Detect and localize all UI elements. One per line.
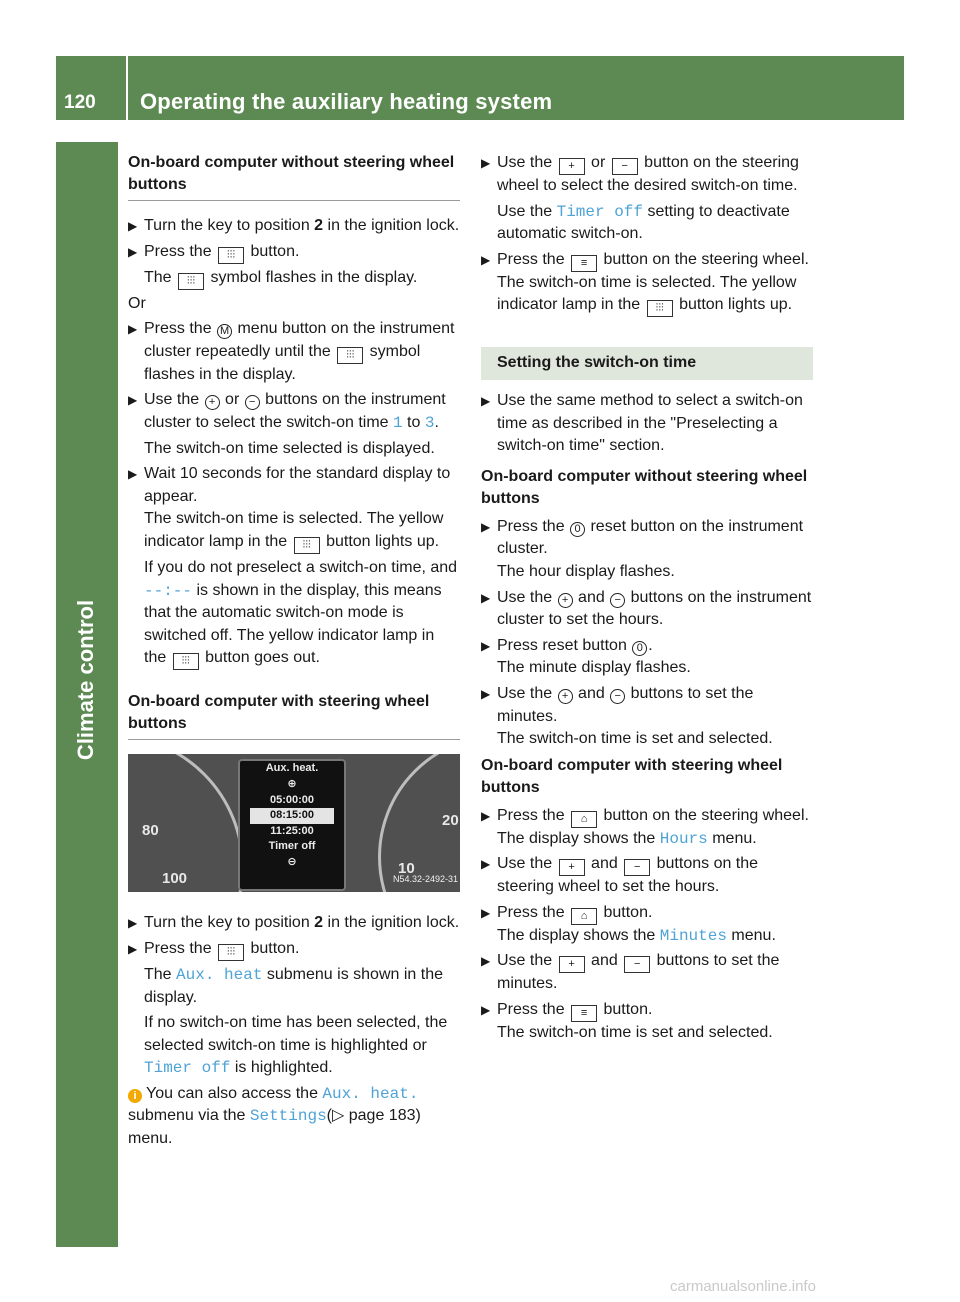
right-column: [481, 152, 813, 1048]
step-marker-icon: ▶: [481, 857, 491, 872]
step-marker-icon: ▶: [128, 322, 138, 337]
minus-key-icon: −: [624, 956, 650, 973]
display-line: Timer off: [268, 840, 316, 853]
menu-button-icon: M: [217, 324, 232, 339]
step: ▶ Turn the key to position 2 in the ignition lock.: [128, 912, 460, 935]
page-number: 120: [64, 92, 96, 113]
step: ▶ Use the + and − buttons to set the minutes.: [481, 952, 780, 993]
subheading: On-board computer without steering wheel buttons: [128, 152, 460, 201]
reset-button-icon: 0: [632, 641, 647, 656]
section-title: Operating the auxiliary heating system: [140, 89, 553, 114]
plus-button-icon: +: [205, 395, 220, 410]
gauge-label: 80: [142, 822, 159, 840]
heater-button-icon: ⫶⫶⫶: [178, 273, 204, 290]
subheading: On-board computer with steering wheel buttons: [128, 691, 460, 740]
minus-key-icon: −: [624, 859, 650, 876]
plus-key-icon: +: [559, 956, 585, 973]
step: ▶ Press the ≡ button. The switch-on time is set and selected.: [481, 1001, 773, 1042]
subheading: On-board computer without steering wheel buttons: [481, 467, 808, 507]
step: ▶ Use the + and − buttons on the steering wheel to set the hours.: [481, 855, 759, 896]
heater-button-icon: ⫶⫶⫶: [218, 247, 244, 264]
step-marker-icon: ▶: [481, 590, 491, 605]
step-marker-icon: ▶: [128, 244, 138, 259]
step: ▶ Use the + and − buttons to set the minutes. The switch-on time is set and selected.: [481, 684, 773, 748]
heater-button-icon: ⫶⫶⫶: [218, 944, 244, 961]
step-marker-icon: ▶: [481, 519, 491, 534]
section-band: Setting the switch-on time: [481, 347, 813, 380]
step-marker-icon: ▶: [481, 393, 491, 408]
step: ▶ Turn the key to position 2 in the ignition lock.: [128, 215, 460, 238]
figure-reference: N54.32-2492-31: [392, 873, 458, 884]
gauge-label: 100: [162, 870, 188, 888]
plus-button-icon: +: [558, 689, 573, 704]
ok-key-icon: ≡: [571, 255, 597, 272]
ok-key-icon: ≡: [571, 1005, 597, 1022]
dashboard-figure: [128, 754, 460, 892]
step: ▶ Press the 0 reset button on the instrument cluster. The hour display flashes.: [481, 517, 804, 580]
step-marker-icon: ▶: [128, 467, 138, 482]
back-key-icon: ⌂: [571, 908, 597, 925]
display-line-highlighted: 08:15:00: [250, 808, 334, 824]
heater-button-icon: ⫶⫶⫶: [647, 300, 673, 317]
step-marker-icon: ▶: [481, 638, 491, 653]
display-line: 05:00:00: [269, 793, 315, 806]
left-column: [128, 152, 460, 1154]
paragraph: The ⫶⫶⫶ symbol flashes in the display.: [144, 267, 460, 290]
back-key-icon: ⌂: [571, 811, 597, 828]
display-line: ⊕: [287, 777, 297, 790]
step: ▶ Press reset button 0 . The minute display flashes.: [481, 636, 691, 677]
step: ▶ Use the + or − buttons on the instrument cluster to select the switch-on time 1 to 3.: [128, 391, 446, 432]
display-line: 11:25:00: [270, 824, 314, 837]
minus-button-icon: −: [610, 593, 625, 608]
minus-button-icon: −: [610, 689, 625, 704]
plus-key-icon: +: [559, 859, 585, 876]
multifunction-display: [238, 759, 346, 891]
step-marker-icon: ▶: [128, 393, 138, 408]
step-marker-icon: ▶: [481, 1003, 491, 1018]
step: ▶ Press the ⫶⫶⫶ button.: [128, 938, 460, 961]
side-label: Climate control: [73, 599, 98, 761]
paragraph: If no switch-on time has been selected, the selected switch-on time is highlighted or Timer off is highlighted.: [144, 1014, 448, 1078]
step: ▶ Use the + or − button on the steering wheel to select the desired switch-on time.: [481, 154, 799, 194]
plus-key-icon: +: [559, 158, 585, 175]
heater-button-icon: ⫶⫶⫶: [294, 537, 320, 554]
paragraph: If you do not preselect a switch-on time, and --:-- is shown in the display, this means that the automatic switch-on mode is switched off. The yellow indicator lamp in the ⫶⫶⫶ button goes out.: [144, 557, 460, 670]
minus-button-icon: −: [245, 395, 260, 410]
step-marker-icon: ▶: [481, 905, 491, 920]
gauge-label: 20: [442, 812, 459, 830]
gauge-label: 10: [398, 860, 415, 878]
reset-button-icon: 0: [570, 522, 585, 537]
step: ▶ Press the ⌂ button on the steering wheel. The display shows the Hours menu.: [481, 806, 809, 848]
heater-button-icon: ⫶⫶⫶: [173, 653, 199, 670]
or-label: Or: [128, 294, 146, 312]
step: ▶ Press the M menu button on the instrument cluster repeatedly until the ⫶⫶⫶ symbol flashes in the display.: [128, 320, 455, 383]
step: ▶ Use the + and − buttons on the instrument cluster to set the hours.: [481, 588, 812, 629]
step-marker-icon: ▶: [481, 808, 491, 823]
step: ▶ Press the ⌂ button. The display shows the Minutes menu.: [481, 903, 776, 945]
step: ▶ Press the ≡ button on the steering wheel. The switch-on time is selected. The yellow indicator lamp in the ⫶⫶⫶ button lights up.: [481, 249, 813, 318]
step: ▶ Wait 10 seconds for the standard display to appear. The switch-on time is selected. The yellow indicator lamp in the ⫶⫶⫶ button lights up.: [128, 463, 460, 554]
display-line: ⊖: [287, 855, 297, 868]
info-note: i You can also access the Aux. heat. submenu via the Settings(▷ page 183) menu.: [128, 1084, 421, 1148]
minus-key-icon: −: [612, 158, 638, 175]
step-marker-icon: ▶: [481, 686, 491, 701]
step: ▶ Use the same method to select a switch-on time as described in the "Preselecting a switch-on time" section.: [481, 391, 803, 455]
step-marker-icon: ▶: [481, 156, 491, 170]
header-divider: [126, 56, 128, 120]
step-marker-icon: ▶: [481, 252, 491, 267]
plus-button-icon: +: [558, 593, 573, 608]
footer-brand[interactable]: carmanualsonline.info: [670, 1278, 816, 1295]
display-line: Aux. heat.: [265, 762, 319, 775]
step: ▶ Press the ⫶⫶⫶ button.: [128, 241, 460, 264]
heater-button-icon: ⫶⫶⫶: [337, 347, 363, 364]
info-icon: i: [128, 1089, 142, 1103]
paragraph: The switch-on time selected is displayed.: [144, 439, 435, 457]
step-marker-icon: ▶: [128, 941, 138, 956]
subheading: On-board computer with steering wheel buttons: [481, 756, 783, 796]
step-marker-icon: ▶: [481, 954, 491, 969]
paragraph: Use the Timer off setting to deactivate automatic switch-on.: [497, 202, 790, 243]
paragraph: The Aux. heat submenu is shown in the display.: [144, 965, 443, 1006]
step-marker-icon: ▶: [128, 916, 138, 931]
step-marker-icon: ▶: [128, 219, 138, 233]
